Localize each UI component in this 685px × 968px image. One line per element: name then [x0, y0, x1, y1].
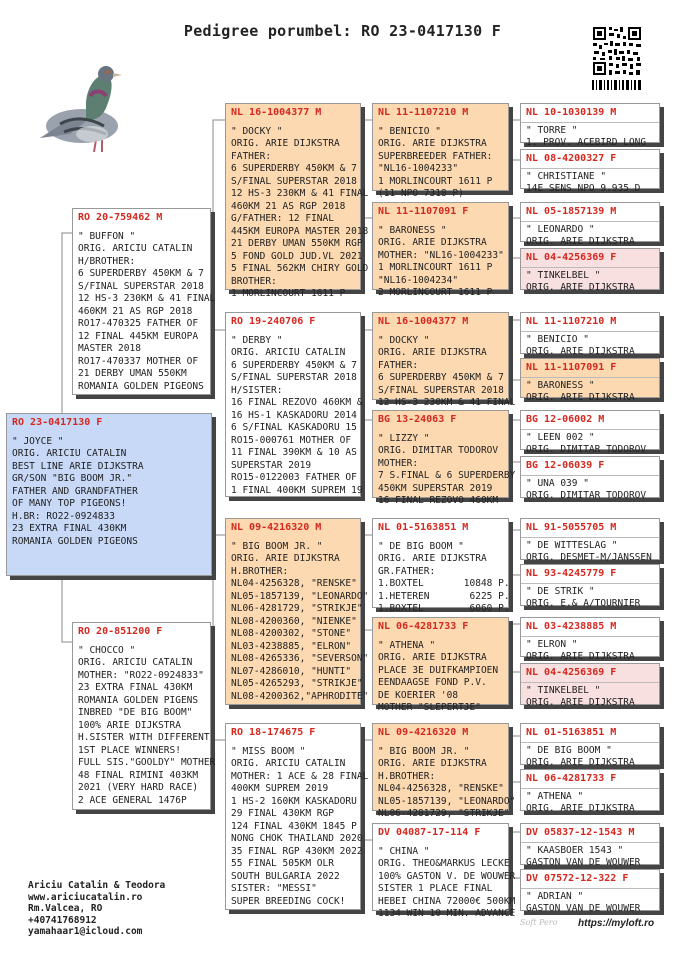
ring-number: RO 20-759462 M	[78, 212, 163, 223]
bird-name: " CHINA "	[378, 845, 430, 857]
ring-number: NL 16-1004377 M	[378, 316, 469, 327]
bird-card-fff[interactable]	[372, 103, 509, 199]
bird-info-line: "NL16-1004234"	[378, 274, 459, 286]
bird-info-line: SUPER BREEDING COCK!	[231, 895, 346, 907]
ring-number: NL 11-1107210 M	[378, 107, 469, 118]
ring-number: NL 01-5163851 M	[521, 727, 659, 743]
bird-info-line: ORIG. ARIE DIJKSTRA	[378, 138, 487, 149]
bird-name: " ATHENA "	[378, 639, 436, 651]
ring-number: NL 11-1107091 F	[378, 206, 469, 217]
bird-info-line: 23 EXTRA FINAL 430KM	[12, 523, 127, 534]
bird-card-g8[interactable]	[520, 456, 660, 501]
bird-info-line: ORIG. ARIE DIJKSTRA	[526, 236, 635, 247]
bird-info-line: NL08-4200360, "NIENKE"	[231, 615, 357, 627]
ring-number: NL 16-1004377 M	[231, 107, 322, 118]
ring-number: RO 23-0417130 F	[12, 417, 103, 428]
bird-info-line: NONG CHOK THAILAND 2020	[231, 833, 363, 844]
ring-number: DV 05837-12-1543 M	[521, 827, 659, 843]
breeder-phone: +40741768912	[28, 914, 97, 926]
bird-info-line: 445KM EUROPA MASTER 2018	[231, 225, 369, 237]
bird-info-line: ROMANIA GOLDEN PIGEONS	[78, 380, 204, 392]
ring-number: NL 06-4281733 F	[378, 621, 469, 632]
bird-info-line: MOTHER: 1 ACE & 28 FINAL	[231, 770, 369, 782]
bird-info-line: GR/SON "BIG BOOM JR."	[12, 473, 133, 484]
bird-info-line: 6 SUPERDERBY 450KM & 7	[231, 163, 357, 174]
bird-card-main[interactable]	[6, 413, 212, 576]
software-signature: Soft Pero	[520, 918, 558, 927]
bird-card-ff[interactable]	[225, 103, 369, 299]
bird-info-line: 1134 WIN 10 MIN. ADVANCE	[378, 908, 516, 919]
bird-info-line: 21 DERBY UMAN 550KM	[78, 368, 187, 379]
bird-info-line: ORIG. DESMET-M/JANSSEN	[526, 552, 652, 563]
bird-info-line: ORIG. ARICIU CATALIN	[231, 758, 346, 769]
bird-info-line: ORIG. ARIE DIJKSTRA	[378, 347, 487, 358]
bird-name: " DOCKY "	[231, 125, 283, 137]
bird-info-line: 6 S/FINAL KASKADORU 15	[231, 422, 357, 433]
bird-info-line: 6 SUPERDERBY 450KM & 7	[78, 268, 204, 279]
ring-number: BG 13-24063 F	[378, 414, 457, 425]
bird-info-line: ORIG. ARICIU CATALIN	[78, 657, 193, 668]
bird-card-g4[interactable]	[520, 248, 660, 293]
bird-info-line: 5 FOND GOLD JUD.VL 2021	[231, 250, 363, 262]
ring-number: NL 06-4281733 F	[521, 773, 659, 789]
bird-name: " LEONARDO "	[526, 223, 595, 235]
breeder-contact	[28, 880, 165, 938]
bird-info-line: 1 HS-2 160KM KASKADORU	[231, 795, 357, 807]
bird-info-line: RO17-470337 MOTHER OF	[78, 355, 199, 367]
bird-card-g11[interactable]	[520, 617, 660, 662]
bird-info-line: ORIG. ARIE DIJKSTRA	[526, 392, 635, 403]
bird-card-mother[interactable]	[72, 622, 216, 810]
bird-name: " MISS BOOM "	[231, 745, 306, 757]
bird-info-line: 2 MORLINCOURT 1611 P	[378, 287, 493, 298]
bird-info-line: 2021 (VERY HARD RACE)	[78, 782, 199, 793]
bird-info-line: NL05-4265293, "STRIKJE"	[231, 678, 363, 689]
ring-number: NL 11-1107210 M	[521, 316, 659, 332]
bird-info-line: ORIG. ARIE DIJKSTRA	[526, 346, 635, 357]
ring-number: BG 12-06039 F	[521, 460, 659, 476]
bird-info-line: 12 FINAL 445KM EUROPA	[78, 330, 199, 342]
bird-info-line: 16 FINAL REZOVO 460KM &	[231, 397, 363, 408]
bird-info-line: H/SISTER:	[231, 384, 283, 396]
bird-info-line: 29 FINAL 430KM RGP	[231, 808, 334, 819]
bird-info-line: S/FINAL SUPERSTAR 2018	[231, 175, 357, 187]
bird-info-line: SOUTH BULGARIA 2022	[231, 870, 340, 882]
bird-info-line: 1.HETEREN 6225 P.	[378, 590, 510, 602]
bird-info-line: ORIG. ARIE DIJKSTRA	[526, 282, 635, 293]
bird-card-g10[interactable]	[520, 564, 660, 609]
bird-card-mm[interactable]	[225, 723, 369, 910]
bird-name: " LEEN 002 "	[526, 431, 595, 443]
bird-info-line: GASTON VAN DE WOUWER	[526, 857, 641, 868]
bird-info-line: RO17-470325 FATHER OF	[78, 318, 199, 329]
bird-info-line: ORIG. ARIE DIJKSTRA	[526, 757, 635, 768]
ring-number: BG 12-06002 M	[521, 414, 659, 430]
bird-info-line: H.BROTHER:	[231, 565, 289, 577]
bird-name: " TINKELBEL "	[526, 684, 601, 696]
bird-name: " BIG BOOM JR. "	[231, 540, 323, 552]
bird-info-line: ORIG. ARIE DIJKSTRA	[526, 651, 635, 662]
breeder-website[interactable]: www.ariciucatalin.ro	[28, 891, 143, 903]
ring-number: NL 01-5163851 M	[378, 522, 469, 533]
bird-info-line: S/FINAL SUPERSTAR 2018	[231, 372, 357, 383]
ring-number: DV 07572-12-322 F	[521, 873, 659, 889]
bird-info-line: DE KOERIER '08	[378, 689, 459, 701]
bird-info-line: FATHER:	[378, 359, 419, 371]
bird-card-g16[interactable]	[520, 869, 660, 914]
breeder-email[interactable]: yamahaar1@icloud.com	[28, 926, 143, 937]
bird-info-line: FATHER AND GRANDFATHER	[12, 485, 138, 497]
bird-name: " DOCKY "	[378, 334, 430, 346]
bird-info-line: ORIG. ARIE DIJKSTRA	[378, 553, 487, 564]
bird-info-line: ROMANIA GOLDEN PIGENS	[78, 694, 199, 706]
bird-info-line: NL06-4281729, "STRIKJE"	[378, 808, 510, 819]
bird-info-line: 11 FINAL 390KM & 10 AS	[231, 447, 357, 458]
bird-info-line: ORIG. ARICIU CATALIN	[231, 347, 346, 358]
page-title: Pedigree porumbel: RO 23-0417130 F	[183, 22, 502, 40]
bird-info-line: MOTHER "SLEPERTJE"	[378, 702, 481, 713]
bird-name: " BIG BOOM JR. "	[378, 745, 470, 757]
bird-info-line: GASTON VAN DE WOUWER	[526, 903, 641, 914]
bird-info-line: ORIG. ARIE DIJKSTRA	[378, 758, 487, 769]
bird-info-line: INBRED "DE BIG BOOM"	[78, 707, 193, 718]
bird-info-line: NL08-4265336, "SEVERSON"	[231, 653, 369, 664]
bird-info-line: 7 S.FINAL & 6 SUPERDERBY	[378, 470, 516, 481]
ring-number: NL 09-4216320 M	[231, 522, 322, 533]
bird-card-g5[interactable]	[520, 312, 660, 357]
bird-info-line: H.BROTHER:	[378, 770, 436, 782]
bird-info-line: 124 FINAL 430KM 1845 P	[231, 820, 357, 832]
bird-name: " DE STRIK "	[526, 585, 595, 597]
breeder-location: Rm.Valcea, RO	[28, 903, 103, 914]
bird-name: " BARONESS "	[378, 224, 447, 236]
bird-info-line: 1ST PLACE WINNERS!	[78, 744, 181, 756]
bird-info-line: S/FINAL SUPERSTAR 2018	[378, 384, 504, 396]
bird-info-line: NL06-4281729, "STRIKJE"	[231, 603, 363, 614]
bird-info-line: FATHER:	[231, 150, 272, 162]
bird-card-g9[interactable]	[520, 518, 660, 563]
bird-info-line: NL04-4256328, "RENSKE"	[378, 783, 504, 794]
bird-card-mmf[interactable]	[372, 723, 516, 819]
bird-info-line: OF MANY TOP PIGEONS!	[12, 498, 127, 509]
bird-info-line: GR.FATHER:	[378, 565, 436, 577]
bird-info-line: 1 MORLINCOURT 1611 P	[378, 262, 493, 273]
bird-info-line: NL08-4200302, "STONE"	[231, 628, 352, 639]
bird-name: " CHRISTIANE "	[526, 170, 607, 182]
bird-info-line: NL07-4286010, "HUNTI"	[231, 665, 352, 677]
breeder-name: Ariciu Catalin & Teodora	[28, 880, 166, 891]
bird-info-line: (11 NPO 7318 P)	[378, 188, 464, 199]
bird-info-line: MOTHER: "NL16-1004233"	[378, 249, 504, 261]
bird-info-line: 6 SUPERDERBY 450KM & 7	[378, 372, 504, 383]
ring-number: NL 08-4200327 F	[521, 153, 659, 169]
bird-card-mf[interactable]	[225, 518, 369, 705]
bird-info-line: 1 FINAL 400KM SUPREM 19	[231, 484, 363, 496]
bird-card-fmf[interactable]	[372, 312, 516, 408]
bird-name: " UNA 039 "	[526, 477, 589, 489]
bird-name: " ATHENA "	[526, 790, 584, 802]
bird-info-line: ORIG. DIMITAR TODOROV	[378, 445, 499, 456]
bird-info-line: 100% GASTON V. DE WOUWER	[378, 870, 516, 882]
bird-info-line: 23 EXTRA FINAL 430KM	[78, 682, 193, 693]
bird-name: " DE WITTESLAG "	[526, 539, 618, 551]
bird-info-line: 6 SUPERDERBY 450KM & 7	[231, 359, 357, 371]
bird-info-line: ORIG. ARIE DIJKSTRA	[378, 237, 487, 248]
bird-info-line: HEBEI CHINA 72000€ 500KM	[378, 895, 516, 907]
bird-name: " CHOCCO "	[78, 644, 136, 656]
bird-info-line: "NL16-1004233"	[378, 163, 459, 174]
bird-info-line: ROMANIA GOLDEN PIGEONS	[12, 535, 138, 547]
bird-info-line: H.BR: RO22-0924833	[12, 510, 115, 522]
bird-info-line: S/FINAL SUPERSTAR 2018	[78, 280, 204, 292]
bird-info-line: PLACE 3E DUIFKAMPIOEN	[378, 664, 499, 676]
bird-info-line: EENDAAGSE FOND P.V.	[378, 677, 487, 688]
bird-info-line: ORIG. ARIE DIJKSTRA	[378, 652, 487, 663]
bird-card-g13[interactable]	[520, 723, 660, 768]
bird-name: " KAASBOER 1543 "	[526, 844, 624, 856]
bird-card-g14[interactable]	[520, 769, 660, 814]
bird-card-mfm[interactable]	[372, 617, 509, 713]
bird-info-line: 100% ARIE DIJKSTRA	[78, 719, 181, 731]
ring-number: NL 04-4256369 F	[521, 667, 659, 683]
bird-info-line: ORIG. ARIE DIJKSTRA	[526, 803, 635, 814]
ring-number: NL 09-4216320 M	[378, 727, 469, 738]
bird-info-line: H/BROTHER:	[78, 255, 136, 267]
ring-number: NL 05-1857139 M	[521, 206, 659, 222]
bird-name: " DE BIG BOOM "	[526, 744, 612, 756]
bird-card-g7[interactable]	[520, 410, 660, 455]
bird-info-line: NL03-4238885, "ELRON"	[231, 640, 352, 652]
bird-info-line: 12 HS-3 230KM & 41 FINAL	[231, 188, 369, 199]
bird-info-line: ORIG. ARIE DIJKSTRA	[231, 553, 340, 564]
bird-info-line: MOTHER:	[378, 457, 419, 469]
bird-info-line: 1.BOXTEL 6060 P.	[378, 603, 510, 614]
bird-info-line: 55 FINAL 505KM OLR	[231, 858, 334, 869]
bird-card-mff[interactable]	[372, 518, 510, 614]
bird-info-line: ORIG. ARIE DIJKSTRA	[526, 697, 635, 708]
bird-info-line: 48 FINAL RIMINI 403KM	[78, 769, 199, 781]
bird-info-line: 12 HS-3 230KM & 41 FINAL	[78, 293, 216, 304]
bird-card-father[interactable]	[72, 208, 216, 395]
bird-info-line: ORIG. E.& A/TOURNIER	[526, 598, 641, 609]
bird-card-mmm[interactable]	[372, 823, 516, 919]
bird-info-line: NL05-1857139, "LEONARDO"	[231, 590, 369, 602]
bird-card-g3[interactable]	[520, 202, 660, 247]
bird-info-line: NL08-4200362,"APHRODITE"	[231, 690, 369, 702]
bird-info-line: 16 FINAL REZOVO 460KM	[378, 495, 499, 506]
ring-number: NL 04-4256369 F	[521, 252, 659, 268]
bird-name: " LIZZY "	[378, 432, 430, 444]
bird-info-line: 1 MORLINCOURT 1611 P	[378, 175, 493, 187]
bird-info-line: SUPERBREEDER FATHER:	[378, 150, 493, 162]
bird-info-line: 16 HS-1 KASKADORU 2014	[231, 409, 357, 421]
bird-name: " BENICIO "	[526, 333, 589, 345]
myloft-link[interactable]: https://myloft.ro	[578, 918, 655, 929]
ring-number: RO 20-851200 F	[78, 626, 163, 637]
ring-number: RO 18-174675 F	[231, 727, 316, 738]
bird-info-line: SISTER 1 PLACE FINAL	[378, 883, 493, 894]
bird-info-line: 450KM SUPERSTAR 2019	[378, 482, 493, 494]
bird-info-line: ORIG. THEO&MARKUS LECKE	[378, 858, 510, 869]
bird-info-line: ORIG. DIMITAR TODOROV	[526, 444, 647, 455]
bird-info-line: MASTER 2018	[78, 343, 141, 354]
bird-info-line: 5 FINAL 562KM CHIRY GOLD	[231, 263, 369, 274]
bird-info-line: 21 DERBY UMAN 550KM RGP	[231, 238, 363, 249]
bird-card-g2[interactable]	[520, 149, 660, 194]
ring-number: NL 10-1030139 M	[521, 107, 659, 123]
bird-info-line: MOTHER: "RO22-0924833"	[78, 669, 204, 681]
ring-number: NL 91-5055705 M	[521, 522, 659, 538]
bird-name: " ELRON "	[526, 638, 578, 650]
bird-name: " TORRE "	[526, 124, 578, 136]
bird-card-g12[interactable]	[520, 663, 660, 708]
bird-name: " DERBY "	[231, 334, 283, 346]
bird-info-line: 35 FINAL RGP 430KM 2022	[231, 845, 363, 857]
bird-card-fmm[interactable]	[372, 410, 516, 506]
bird-info-line: NL05-1857139, "LEONARDO"	[378, 795, 516, 807]
bird-info-line: NL04-4256328, "RENSKE"	[231, 578, 357, 589]
bird-info-line: ORIG. ARICIU CATALIN	[78, 243, 193, 254]
bird-info-line: 460KM 21 AS RGP 2018	[231, 200, 346, 212]
bird-card-ffm[interactable]	[372, 202, 509, 298]
bird-name: " BARONESS "	[526, 379, 595, 391]
bird-info-line: ORIG. DIMITAR TODOROV	[526, 490, 647, 501]
bird-info-line: 2 ACE GENERAL 1476P	[78, 794, 187, 806]
bird-info-line: ORIG. ARIE DIJKSTRA	[231, 138, 340, 149]
bird-name: " TINKELBEL "	[526, 269, 601, 281]
bird-info-line: RO15-000761 MOTHER OF	[231, 434, 352, 446]
bird-card-fm[interactable]	[225, 312, 361, 497]
bird-info-line: 1 MORLINCOURT 1611 P	[231, 288, 346, 299]
bird-name: " BUFFON "	[78, 230, 136, 242]
bird-info-line: SUPERSTAR 2019	[231, 459, 312, 471]
bird-info-line: BEST LINE ARIE DIJKSTRA	[12, 460, 144, 472]
bird-name: " ADRIAN "	[526, 890, 584, 902]
bird-info-line: 400KM SUPREM 2019	[231, 783, 329, 794]
bird-info-line: 460KM 21 AS RGP 2018	[78, 305, 193, 317]
bird-name: " DE BIG BOOM "	[378, 540, 464, 552]
ring-number: DV 04087-17-114 F	[378, 827, 481, 838]
bird-card-g15[interactable]	[520, 823, 660, 868]
ring-number: NL 93-4245779 F	[521, 568, 659, 584]
bird-card-g6[interactable]	[520, 358, 660, 403]
ring-number: NL 03-4238885 M	[521, 621, 659, 637]
bird-info-line: H.SISTER WITH DIFFERENT	[78, 732, 210, 743]
bird-info-line: 1. PROV. ACEBIRD LONG	[526, 137, 647, 148]
bird-info-line: FULL SIS."GOOLDY" MOTHER	[78, 757, 216, 768]
bird-info-line: 1.BOXTEL 10848 P.	[378, 578, 510, 589]
bird-info-line: G/FATHER: 12 FINAL	[231, 213, 334, 224]
bird-name: " BENICIO "	[378, 125, 441, 137]
ring-number: RO 19-240706 F	[231, 316, 316, 327]
bird-info-line: 12 HS-3 230KM & 41 FINAL	[378, 397, 516, 408]
bird-card-g1[interactable]	[520, 103, 660, 148]
ring-number: NL 11-1107091 F	[521, 362, 659, 378]
bird-info-line: ORIG. ARICIU CATALIN	[12, 448, 127, 459]
bird-info-line: RO15-0122003 FATHER OF	[231, 472, 357, 483]
bird-info-line: 14E SENS NPO 9.935 D	[526, 183, 641, 194]
bird-name: " JOYCE "	[12, 435, 64, 447]
bird-info-line: SISTER: "MESSI"	[231, 883, 317, 894]
bird-info-line: BROTHER:	[231, 275, 277, 287]
